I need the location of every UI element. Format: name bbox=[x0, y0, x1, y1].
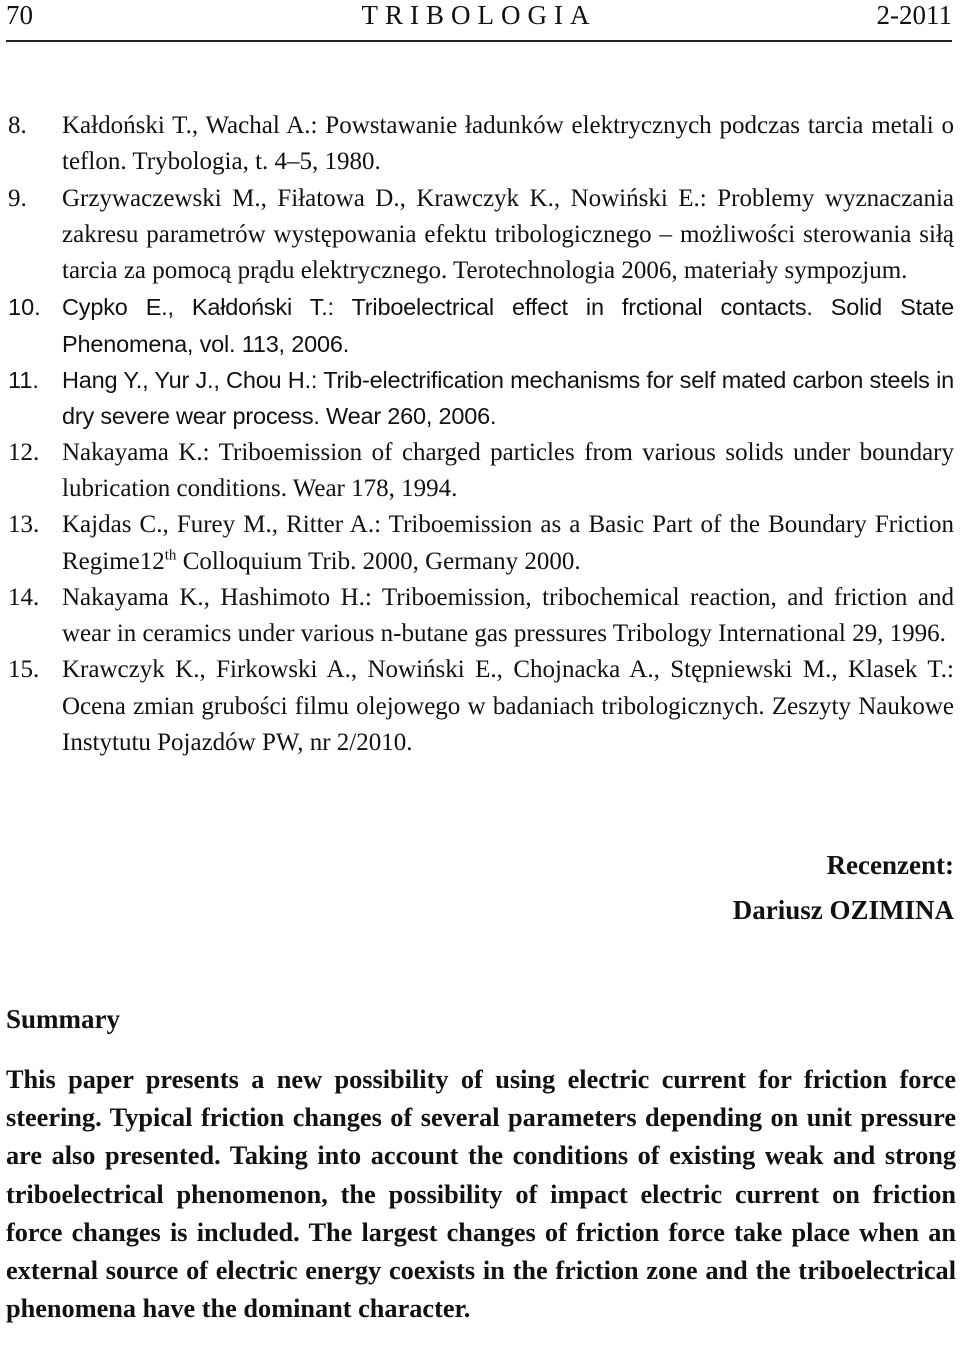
running-header bbox=[6, 0, 952, 34]
reference-number: 10. bbox=[8, 294, 41, 321]
summary-text: This paper presents a new possibility of using electric current for friction force steering. Typical friction changes of several parameters depending on unit pressure are also presented. Taking into account the conditions of existing weak and strong triboelectrical phenomenon, the possibility of impact electric current on friction force changes is included. The largest changes of friction force take place when an external source of electric energy coexists in the friction zone and the triboelectrical phenomena have the dominant character. bbox=[6, 1065, 956, 1324]
reference-text bbox=[62, 507, 954, 580]
reference-text: Nakayama K.: Triboemission of charged particles from various solids under boundary lubrication conditions. Wear 178, 1994. bbox=[62, 438, 954, 502]
reference-text: Grzywaczewski M., Fiłatowa D., Krawczyk K., Nowiński E.: Problemy wyznaczania zakresu parametrów występowania efektu tribologicznego – możliwości sterowania siłą tarcia za pomocą prądu elektrycznego. Terotechnologia 2006, materiały sympozjum. bbox=[62, 184, 954, 285]
reviewer-block bbox=[733, 843, 954, 933]
page-number: 70 bbox=[6, 0, 33, 30]
reference-item bbox=[8, 580, 954, 653]
summary-heading: Summary bbox=[6, 1004, 120, 1034]
reference-item bbox=[8, 181, 954, 290]
reviewer-label: Recenzent: bbox=[826, 850, 954, 880]
reference-text: Nakayama K., Hashimoto H.: Triboemission, tribochemical reaction, and friction and wear in ceramics under various n-butane gas pressures Tribology International 29, 1996. bbox=[62, 583, 954, 648]
reference-number: 9. bbox=[8, 184, 27, 212]
reference-number: 11. bbox=[8, 367, 39, 394]
reference-item bbox=[8, 652, 954, 761]
reference-number: 13. bbox=[8, 511, 40, 539]
reference-text: Kałdoński T., Wachal A.: Powstawanie ładunków elektrycznych podczas tarcia metali o teflon. Trybologia, t. 4–5, 1980. bbox=[62, 112, 954, 176]
reference-number: 12. bbox=[8, 438, 40, 466]
reference-item bbox=[8, 289, 954, 362]
header-rule bbox=[6, 40, 952, 42]
reference-text: Hang Y., Yur J., Chou H.: Trib-electrification mechanisms for self mated carbon steels in dry severe wear process. Wear 260, 2006. bbox=[62, 367, 954, 430]
reference-number: 15. bbox=[8, 656, 40, 684]
reference-list bbox=[8, 108, 954, 761]
reference-text-part: Colloquium Trib. 2000, Germany 2000. bbox=[176, 547, 581, 575]
reference-text: Krawczyk K., Firkowski A., Nowiński E., Chojnacka A., Stępniewski M., Klasek T.: Ocena zmian grubości filmu olejowego w badaniach tribologicznych. Zeszyty Naukowe Instytutu Pojazdów PW, nr 2/2010. bbox=[62, 656, 954, 757]
issue-number: 2-2011 bbox=[876, 0, 952, 30]
reviewer-name: Dariusz OZIMINA bbox=[732, 895, 954, 925]
reference-number: 8. bbox=[8, 112, 27, 139]
superscript: th bbox=[164, 547, 177, 564]
reference-item bbox=[8, 108, 954, 181]
reference-text: Cypko E., Kałdoński T.: Triboelectrical effect in frctional contacts. Solid State Phenomena, vol. 113, 2006. bbox=[62, 294, 954, 357]
reference-number: 14. bbox=[8, 583, 40, 611]
reference-item bbox=[8, 507, 954, 580]
reference-item bbox=[8, 435, 954, 508]
journal-title: TRIBOLOGIA bbox=[361, 0, 597, 30]
reference-item bbox=[8, 362, 954, 435]
reference-text-part: Kajdas C., Furey M., Ritter A.: Triboemission as a Basic Part of the Boundary Friction Regime12 bbox=[62, 511, 954, 575]
